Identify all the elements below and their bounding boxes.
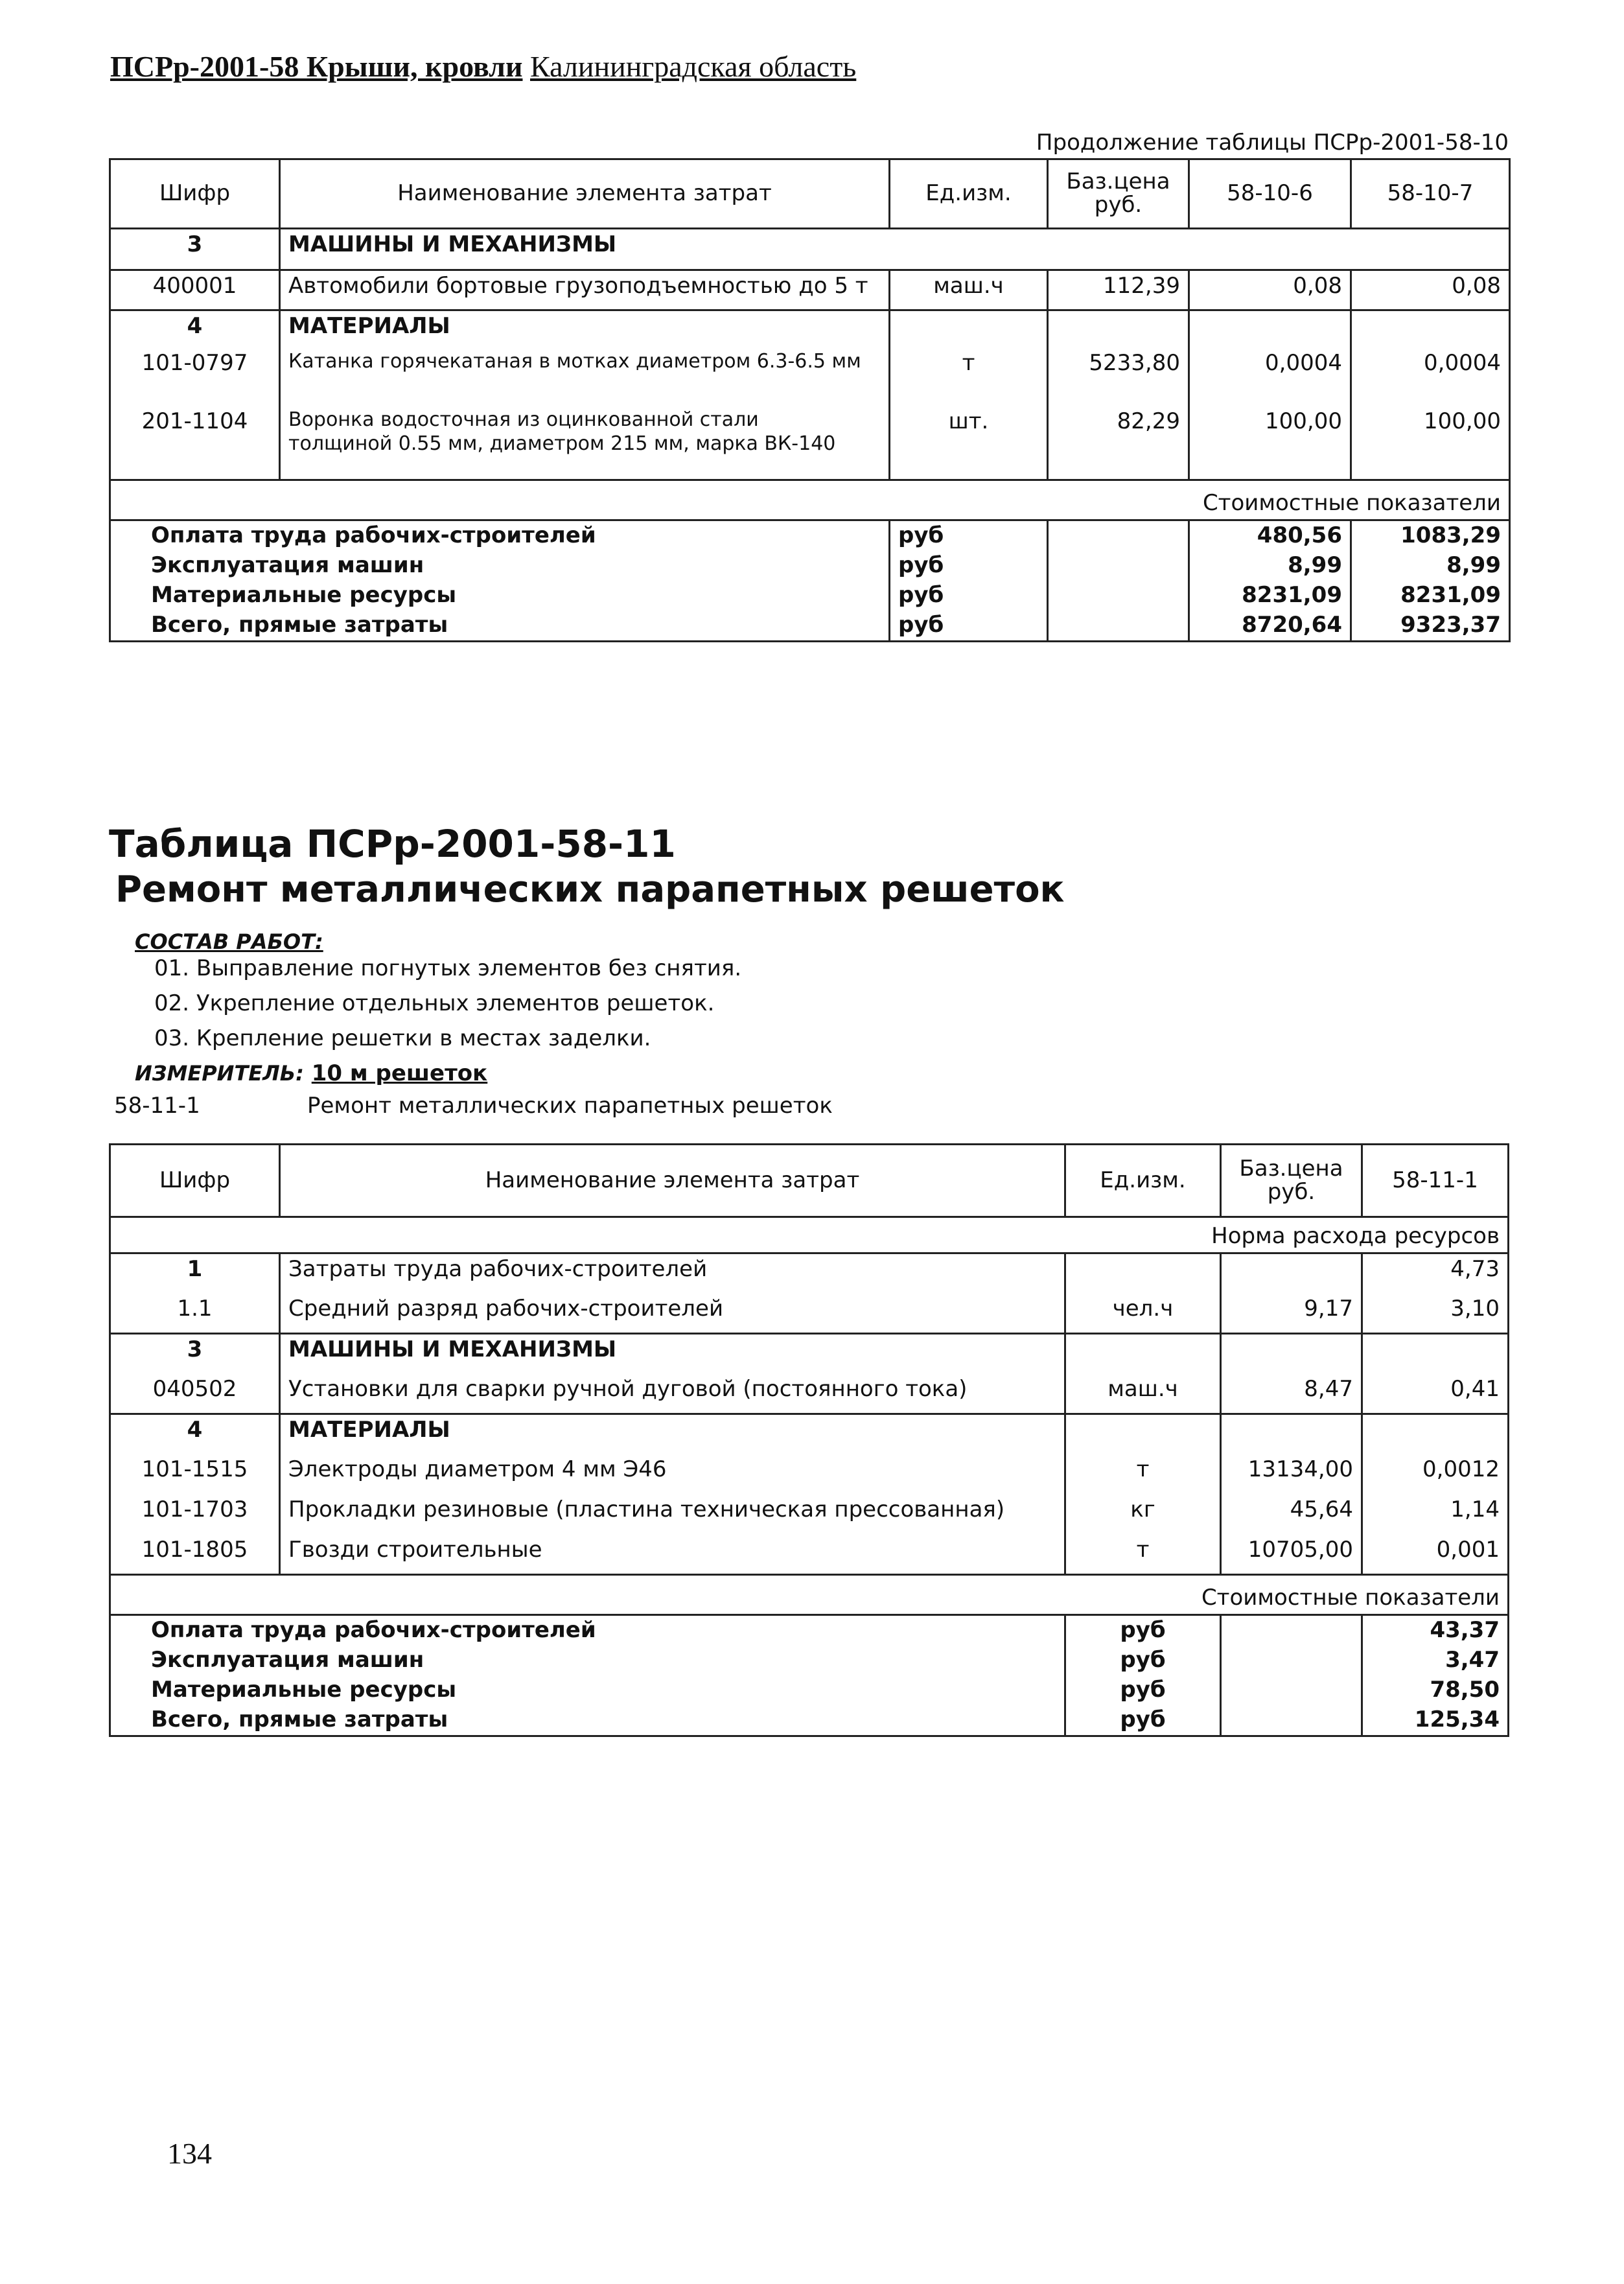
row-price: 8,47 [1221,1374,1362,1414]
page-header [110,49,856,84]
total-label: Эксплуатация машин [110,551,890,581]
row-name: Катанка горячекатаная в мотках диаметром 6.3-6.5 мм [280,348,890,395]
total-value-58-10-6: 8720,64 [1189,611,1351,642]
work-item: 03. Крепление решетки в местах заделки. [154,1025,651,1051]
table-header-row [110,1145,1509,1217]
row-unit: т [1065,1454,1221,1495]
row-code: 101-0797 [110,348,280,395]
works-label: СОСТАВ РАБОТ: [135,929,323,954]
table-row [110,1374,1509,1414]
norm-band-label: Норма расхода ресурсов [110,1217,1509,1253]
norm-name: Ремонт металлических парапетных решеток [307,1093,833,1119]
norm-band-row [110,1217,1509,1253]
row-code: 201-1104 [110,395,280,480]
row-unit: маш.ч [890,270,1048,310]
total-row [110,520,1510,552]
total-label: Материальные ресурсы [110,1675,1065,1705]
table-row [110,1535,1509,1575]
cost-band-label: Стоимостные показатели [110,480,1510,520]
section-name: МАТЕРИАЛЫ [280,310,890,348]
header-region: Калининградская область [530,50,857,83]
row-value: 1,14 [1362,1495,1509,1535]
section-row [110,310,1510,348]
total-value-58-10-7: 8,99 [1351,551,1510,581]
total-label: Всего, прямые затраты [110,1705,1065,1736]
resource-table-58-11 [109,1143,1509,1737]
work-item: 01. Выправление погнутых элементов без снятия. [154,955,742,981]
section-row [110,1334,1509,1374]
row-price: 45,64 [1221,1495,1362,1535]
row-code: 101-1703 [110,1495,280,1535]
row-value: 3,10 [1362,1294,1509,1334]
section-name: МАТЕРИАЛЫ [280,1414,1065,1454]
row-price: 10705,00 [1221,1535,1362,1575]
column-header: Ед.изм. [890,159,1048,229]
total-row [110,551,1510,581]
row-price: 82,29 [1048,395,1189,480]
table-row [110,270,1510,310]
meter-label: ИЗМЕРИТЕЛЬ: [135,1061,304,1086]
table-header-row [110,159,1510,229]
cost-band-row [110,480,1510,520]
column-header: 58-11-1 [1362,1145,1509,1217]
total-unit: руб [890,581,1048,611]
total-unit: руб [890,611,1048,642]
work-item: 02. Укрепление отдельных элементов решеток. [154,990,715,1016]
row-code: 400001 [110,270,280,310]
row-unit: кг [1065,1495,1221,1535]
page-number: 134 [167,2137,212,2170]
table-row [110,1495,1509,1535]
total-unit: руб [1065,1675,1221,1705]
total-row [110,581,1510,611]
resource-table-58-10 [109,158,1511,642]
table-row [110,1454,1509,1495]
total-unit: руб [1065,1705,1221,1736]
row-code: 040502 [110,1374,280,1414]
total-value: 78,50 [1362,1675,1509,1705]
row-code: 1.1 [110,1294,280,1334]
row-unit: т [890,348,1048,395]
row-value-58-10-7: 100,00 [1351,395,1510,480]
row-name-line: толщиной 0.55 мм, диаметром 215 мм, марка ВК-140 [288,432,836,455]
row-unit [1065,1253,1221,1294]
row-name: Затраты труда рабочих-строителей [280,1253,1065,1294]
section-code: 3 [110,229,280,270]
row-code: 1 [110,1253,280,1294]
total-value-58-10-7: 9323,37 [1351,611,1510,642]
row-price: 5233,80 [1048,348,1189,395]
section-code: 4 [110,1414,280,1454]
row-name: Прокладки резиновые (пластина техническая прессованная) [280,1495,1065,1535]
row-value: 0,001 [1362,1535,1509,1575]
total-label: Всего, прямые затраты [110,611,890,642]
row-name: Автомобили бортовые грузоподъемностью до 5 т [280,270,890,310]
row-price: 112,39 [1048,270,1189,310]
norm-code: 58-11-1 [114,1093,200,1119]
row-value: 0,0012 [1362,1454,1509,1495]
header-title: ПСРр-2001-58 Крыши, кровли [110,50,523,83]
total-label: Эксплуатация машин [110,1646,1065,1675]
row-name-line: Воронка водосточная из оцинкованной стали [288,408,759,431]
cost-band-row [110,1575,1509,1615]
meter-value: 10 м решеток [311,1060,488,1086]
row-value: 0,41 [1362,1374,1509,1414]
column-header: 58-10-6 [1189,159,1351,229]
row-code: 101-1515 [110,1454,280,1495]
row-unit: шт. [890,395,1048,480]
column-header: Наименование элемента затрат [280,1145,1065,1217]
section-name: МАШИНЫ И МЕХАНИЗМЫ [280,229,890,270]
total-label: Оплата труда рабочих-строителей [110,520,890,552]
total-row [110,1705,1509,1736]
column-header: Шифр [110,159,280,229]
total-value-58-10-6: 8231,09 [1189,581,1351,611]
row-value-58-10-6: 100,00 [1189,395,1351,480]
table-continuation-caption: Продолжение таблицы ПСРр-2001-58-10 [1036,130,1509,156]
total-unit: руб [1065,1646,1221,1675]
cost-band-label: Стоимостные показатели [110,1575,1509,1615]
row-value: 4,73 [1362,1253,1509,1294]
row-unit: маш.ч [1065,1374,1221,1414]
total-value-58-10-7: 8231,09 [1351,581,1510,611]
row-name: Электроды диаметром 4 мм Э46 [280,1454,1065,1495]
section-code: 4 [110,310,280,348]
row-name: Средний разряд рабочих-строителей [280,1294,1065,1334]
table-subtitle: Ремонт металлических парапетных решеток [115,868,1065,911]
row-price [1221,1253,1362,1294]
column-header: Баз.цена руб. [1221,1145,1362,1217]
total-row [110,1675,1509,1705]
table-title: Таблица ПСРр-2001-58-11 [109,822,676,866]
total-value-58-10-6: 8,99 [1189,551,1351,581]
row-name: Установки для сварки ручной дуговой (постоянного тока) [280,1374,1065,1414]
total-unit: руб [1065,1615,1221,1646]
row-value-58-10-6: 0,08 [1189,270,1351,310]
column-header: Ед.изм. [1065,1145,1221,1217]
total-label: Оплата труда рабочих-строителей [110,1615,1065,1646]
table-row [110,395,1510,480]
column-header: Баз.цена руб. [1048,159,1189,229]
table-row [110,1294,1509,1334]
row-value-58-10-7: 0,08 [1351,270,1510,310]
total-row [110,1646,1509,1675]
row-name: Гвозди строительные [280,1535,1065,1575]
column-header: Наименование элемента затрат [280,159,890,229]
total-row [110,1615,1509,1646]
total-value: 43,37 [1362,1615,1509,1646]
total-row [110,611,1510,642]
total-value-58-10-7: 1083,29 [1351,520,1510,552]
row-value-58-10-7: 0,0004 [1351,348,1510,395]
section-row [110,229,1510,270]
section-code: 3 [110,1334,280,1374]
column-header: 58-10-7 [1351,159,1510,229]
row-unit: т [1065,1535,1221,1575]
table-row [110,348,1510,395]
total-value: 125,34 [1362,1705,1509,1736]
row-unit: чел.ч [1065,1294,1221,1334]
column-header: Шифр [110,1145,280,1217]
total-value: 3,47 [1362,1646,1509,1675]
table-row [110,1253,1509,1294]
total-unit: руб [890,551,1048,581]
row-value-58-10-6: 0,0004 [1189,348,1351,395]
row-code: 101-1805 [110,1535,280,1575]
section-row [110,1414,1509,1454]
section-name: МАШИНЫ И МЕХАНИЗМЫ [280,1334,1065,1374]
row-price: 13134,00 [1221,1454,1362,1495]
total-unit: руб [890,520,1048,552]
row-name [280,395,890,480]
meter-line [135,1060,487,1086]
row-price: 9,17 [1221,1294,1362,1334]
total-value-58-10-6: 480,56 [1189,520,1351,552]
total-label: Материальные ресурсы [110,581,890,611]
